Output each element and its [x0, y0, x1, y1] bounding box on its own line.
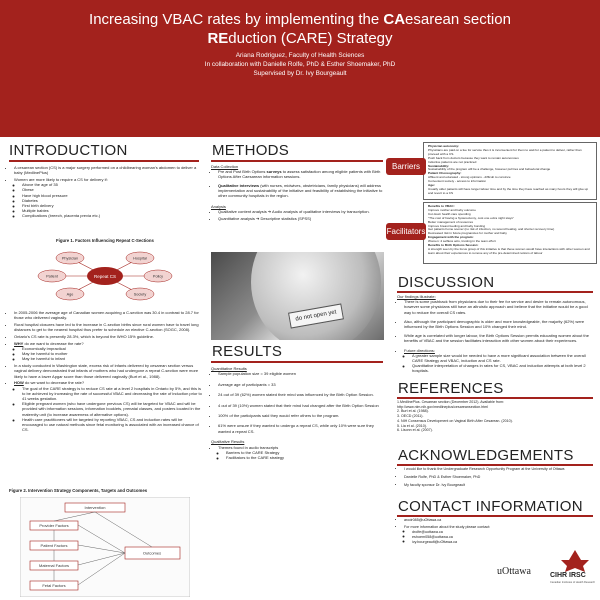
reference-item: 1.MedlinePlus. Cesarean section (December 2012). Available from: — [397, 400, 505, 404]
facilitator-line: Benefits to VBAC: — [428, 204, 455, 208]
intro-bullet-7: • In a study conducted in Washington state, excess risk of infants delivered by cesarean section versus vaginal delivery demonstrated that infants of mothers who had undergone a repeat C-section were more likely to have a lower Apgar score than those delivered vaginally (Burt et al., 1988). — [14, 363, 202, 379]
figure-2-label: Outcomes — [142, 550, 162, 556]
why-item: ◦ Economically impractical — [22, 346, 202, 351]
figure-2-caption: Figure 2. Intervention Strategy Components, Targets and Outcomes — [9, 488, 148, 493]
figure-1-node-label: Hospital — [133, 256, 147, 261]
why-text: do we want to decrease the rate? — [23, 340, 84, 346]
intro-bullet-4: • Rural hospital closures have led to the increase in C-section births since rural women have to travel long distances to get to the nearest hospital thus prefer to schedule an elective C-section (SOGC, 2008). — [14, 322, 202, 332]
discussion-item: • Also, although the participant demographic is older and more knowledgeable, the majority (62%) were influenced by the Birth Options Session and 10% changed their mind. — [404, 319, 593, 329]
facilitator-line: A strength seen by the focus group of this initiative is that these women would have interactions with other women and learn about their experiences to remove any of the pre-determined notions of labour — [428, 246, 590, 255]
how-text: do we want to decrease the rate? — [23, 380, 85, 386]
m1-post: to assess satisfaction among eligible patients with Birth Options After Caesarean information sessions. — [218, 169, 381, 180]
figure-1-diagram — [30, 246, 180, 306]
how-item: ◦ Eligible pregnant women (who have undergone previous CS) will be targeted for VBAC and will be provided with information sessions, information booklets, prenatal classes, and posters located in the maternity unit (to increase awareness of alternative options). — [22, 401, 202, 417]
facilitator-line: Get patients home sooner (no risk of infection, no wound healing, and shorter recovery time) — [428, 227, 555, 232]
analysis-label: Analysis — [211, 204, 226, 210]
result-item: • 24 out of 39 (62%) women stated their mind was influenced by the Birth Option Session. — [218, 392, 383, 397]
future-directions-label: Future directions: — [404, 347, 435, 353]
ack-item: • My faculty sponsor Dr. Ivy Bourgeault — [404, 483, 593, 488]
discussion-rule — [397, 291, 593, 293]
future-item: ◦ Quantitative interpretation of changes in rates for CS, VBAC and induction attempts at both level 2 hospitals. — [412, 363, 593, 373]
risk-item: ◦ Above the age of 35 — [22, 182, 202, 187]
author-line: Ariana Rodriguez, Faculty of Health Sciences — [235, 52, 365, 59]
risk-item: ◦ First birth delivery — [22, 203, 202, 208]
contact-sub-email[interactable]: ◦ eshoem058@uottawa.ca — [412, 535, 547, 540]
result-item: • 4 out of 39 (10%) women stated that their mind had changed after the Birth Option Session — [218, 403, 383, 408]
cihr-subtitle: Canadian Institutes of Health Research — [550, 581, 596, 584]
facilitators-text — [428, 205, 592, 256]
discussion-item: • There is some pushback from physicians due to their fee for service and desire to remain autonomous, however some physicians still have an altruistic approach and believe that the initiative would be a good way to reduce the overall CS rates. — [404, 299, 593, 315]
m2-bold: Qualitative interviews — [218, 182, 260, 188]
methods-item-interviews — [218, 183, 383, 199]
theme-item: ◦ Barriers to the CARE Strategy — [226, 450, 383, 455]
how-item: ◦ The goal of the CARE strategy is to reduce CS rate at a level 2 hospitals in Ontario by 5%, and this is to be achieved by increasing the rate of successful VBAC and decreasing the rate of induction prior to 41 weeks gestation. — [22, 386, 202, 402]
cihr-logo-text: CIHR IRSC — [550, 572, 586, 579]
reference-item: 4. NIH Consensus Development on Vaginal Birth After Cesarean. (2010). — [397, 418, 513, 423]
barrier-line: Convenient society - access to information — [428, 179, 487, 184]
barrier-line: Sustainability of the program will be a challenge, however pull ties and behavioral change — [428, 167, 551, 172]
intro-bullet-2-text: Women are more likely to require a CS for delivery if: — [14, 177, 108, 182]
facilitator-line: Cut down health care spending — [428, 211, 471, 216]
methods-heading: METHODS — [212, 142, 290, 159]
discussion-heading: DISCUSSION — [398, 274, 495, 291]
intro-heading: INTRODUCTION — [9, 142, 128, 159]
collab-line: In collaboration with Danielle Rolfe, PhD & Esther Shoemaker, PhD — [204, 61, 396, 68]
figure-2-label: Maternal Factors — [38, 563, 70, 568]
barriers-text — [428, 145, 592, 196]
figure-2-label: Provider Factors — [39, 523, 69, 528]
data-collection-label: Data Collection — [211, 164, 239, 169]
result-item: • 61% were unsure if they wanted to undergo a repeat CS, while only 10% were sure they wanted a repeat CS. — [218, 423, 383, 434]
figure-2-label: Fetal Factors — [42, 583, 66, 588]
do-not-open-sign: do not open yet — [288, 303, 344, 328]
contact-sub-email[interactable]: ◦ ivy.bourgeault@uOttawa.ca — [412, 540, 547, 545]
why-label: WHY — [14, 340, 24, 346]
supervisor-line: Supervised by Dr. Ivy Bourgeault — [253, 70, 347, 77]
facilitators-box — [423, 202, 597, 264]
poster-header — [0, 0, 600, 137]
figure-2-label: Intervention — [84, 505, 106, 510]
qualitative-item — [218, 445, 383, 461]
ack-item: • Danielle Rolfe, PhD & Esther Shoemaker, PhD — [404, 475, 593, 480]
facilitator-line: Women: 4 selfless acts, trusting in the team effort — [428, 239, 496, 244]
discussion-text — [397, 294, 593, 375]
reference-item: 3. OECD (2011). — [397, 414, 424, 419]
methods-text — [211, 164, 383, 223]
discussion-intro: Our findings illustrate: — [397, 294, 436, 299]
facilitator-line: "The cost of having a hysterectomy, cost one extra night stays" — [428, 215, 514, 220]
figure-2-diagram — [20, 497, 190, 597]
contact-more — [404, 525, 547, 546]
references-rule — [397, 397, 593, 399]
facilitators-tag: Facilitators — [386, 223, 426, 240]
figure-1-center-label: Repeat CS — [93, 274, 117, 279]
barrier-line: Inductive patterns are not practiced — [428, 159, 477, 164]
barrier-line: Affluent and educated - strong opinions - difficult to convince — [428, 175, 511, 180]
figure-1-node-label: Physician — [61, 256, 79, 261]
facilitator-line: Engagement with the program: — [428, 235, 474, 240]
barrier-line: Age: — [428, 183, 435, 188]
contact-email[interactable]: • arodr085@uOttawa.ca — [404, 518, 547, 523]
m1-pre: Pre and Post Birth Options — [218, 169, 267, 175]
q1-text: Themes found in audio transcripts — [218, 444, 279, 450]
contact-list — [397, 518, 547, 547]
results-heading: RESULTS — [212, 343, 283, 360]
poster-title — [0, 0, 600, 48]
barrier-line: Usually older patients will have longer labour time and by the time they have reached as many hours they will give up and revert to a CS — [428, 186, 589, 195]
contact-heading: CONTACT INFORMATION — [398, 498, 583, 515]
intro-bullet-1: • A cesarean section (CS) is a major surgery performed on a childbearing woman's abdomen to deliver a baby (MedlinePlus) — [14, 165, 202, 175]
intro-bullet-2 — [14, 177, 202, 219]
facilitator-line: Benefits to Birth Options Session: — [428, 243, 479, 248]
facilitator-line: Improve breast feeding and baby bonding — [428, 223, 486, 228]
m1-bold: surveys — [266, 169, 282, 175]
discussion-item-future — [404, 348, 593, 374]
future-item: ◦ A greater sample size would be needed to have a more significant association between the overall CARE Strategy and VBAC, induction and CS rate. — [412, 353, 593, 363]
pregnancy-photo — [211, 252, 384, 340]
risk-item: ◦ Diabetes — [22, 198, 202, 203]
barrier-line: Sustainability: — [428, 163, 450, 168]
methods-rule — [211, 160, 383, 162]
reference-item: 6. Lisonn et al. (2007). — [397, 428, 433, 433]
figure-1-node-label: Society — [133, 292, 147, 297]
quantitative-label: Quantitative Results — [211, 366, 247, 371]
ack-rule — [397, 464, 593, 466]
title-text-3: duction (CARE) Strategy — [228, 30, 393, 47]
how-label: HOW — [14, 380, 24, 386]
references-heading: REFERENCES — [398, 380, 504, 397]
figure-2-label: Patient Factors — [40, 543, 68, 548]
reference-item: http://www.nlm.nih.gov/medlineplus/cesareansection.html — [397, 404, 489, 409]
references-list — [397, 400, 593, 433]
figure-1-node-label: Age — [66, 292, 74, 297]
intro-bullet-8 — [14, 380, 202, 432]
results-text — [211, 366, 383, 462]
intro-bottom-text — [7, 310, 202, 434]
analysis-item: • Quantitative analysis ➔ Descriptive statistics (SPSS) — [218, 216, 383, 221]
analysis-item: • Qualitative content analysis ➔ Audio analysis of qualitative interviews by transcription. — [218, 209, 383, 214]
intro-rule — [9, 160, 199, 162]
title-text-1: Increasing VBAC rates by implementing the — [89, 11, 384, 28]
risk-item: ◦ Multiple babies — [22, 208, 202, 213]
result-item: • Sample population size = 39 eligible women — [218, 371, 383, 376]
intro-bullet-5: • Ontario's CS rate is presently 28.3%, which is beyond the WHO 15% guideline. — [14, 334, 202, 339]
uottawa-logo: uOttawa — [497, 566, 531, 577]
intro-bullet-3: • In 2005-2006 the average age of Canadian women acquiring a C-section was 30.4 in contrast to 28.7 for those who delivered vaginally. — [14, 310, 202, 320]
reference-item: 5. Lia et al. (2010). — [397, 423, 427, 428]
acknowledgements-heading: ACKNOWLEDGEMENTS — [398, 447, 574, 464]
risk-item: ◦ Have high blood pressure — [22, 193, 202, 198]
ack-item: • I would like to thank the Undergraduate Research Opportunity Program at the University of Ottawa — [404, 467, 593, 472]
reference-item: 2. Burt et al. (1988). — [397, 409, 429, 414]
title-text-2: esarean section — [405, 11, 511, 28]
qualitative-label: Qualitative Results — [211, 439, 245, 445]
facilitator-line: Decreased risk in future pregnancies for mother and baby — [428, 231, 507, 236]
methods-item-surveys — [218, 169, 383, 179]
facilitator-line: Better management of resources — [428, 219, 474, 224]
m2-post: (with nurses, midwives, obstetricians, family physicians) will address implementation and sustainability of the initiative and feasibility of establishing the initiative to other community hospitals in the region. — [218, 182, 383, 199]
how-item: ◦ Health care practitioners will be targeted by reporting VBAC, CS and induction rates will be encouraged to use natural methods since fetal monitoring is associated with an increased chance of CS. — [22, 417, 202, 433]
contact-rule — [397, 515, 593, 517]
risk-item: ◦ Complications (breech, placenta previa etc.) — [22, 213, 202, 218]
result-item: • 100% of the participants said they would refer others to the program. — [218, 413, 383, 418]
theme-item: ◦ Facilitators to the CARE strategy — [226, 455, 383, 460]
why-item: ◦ May be harmful to infant — [22, 356, 202, 361]
ack-list — [397, 467, 593, 490]
contact-more-text: For more information about the study please contact: — [404, 524, 491, 529]
figure-1-node-label: Policy — [152, 274, 164, 279]
barrier-line: Patient Choreography: — [428, 171, 462, 176]
risk-item: ◦ Obese — [22, 187, 202, 192]
barriers-tag: Barriers — [386, 158, 426, 175]
barriers-box — [423, 142, 597, 200]
facilitator-line: Improve mother and baby outcome — [428, 207, 476, 212]
figure-1-caption: Figure 1. Factors Influencing Repeat C-Sections — [56, 238, 154, 243]
results-rule — [211, 361, 383, 363]
intro-bullet-6 — [14, 341, 202, 362]
figure-1-node-label: Patient — [46, 274, 58, 279]
cihr-emblem-icon — [555, 550, 595, 572]
barrier-line: Push back from doctors because they want to remain autonomous — [428, 155, 519, 160]
discussion-item: • While age is correlated with longer labour, the Birth Options Session permits educating women about the benefits of VBAC and the session facilitates interaction with other women about their experiences. — [404, 333, 593, 343]
barrier-line: Physician autonomy: — [428, 144, 460, 148]
belly-shape — [251, 252, 381, 340]
intro-top-text — [7, 165, 202, 220]
barrier-line: Physicians are paid on a fee for service thus it is inconvenient for them to wait for a patient to deliver, rather than proceed with a CS. — [428, 147, 582, 156]
contact-sub-email[interactable]: ◦ drolfe@uottawa.ca — [412, 530, 547, 535]
result-item: • Average age of participants = 33 — [218, 382, 383, 387]
why-item: ◦ May be harmful to mother — [22, 351, 202, 356]
title-re: RE — [207, 30, 229, 47]
title-ca: CA — [383, 11, 406, 28]
